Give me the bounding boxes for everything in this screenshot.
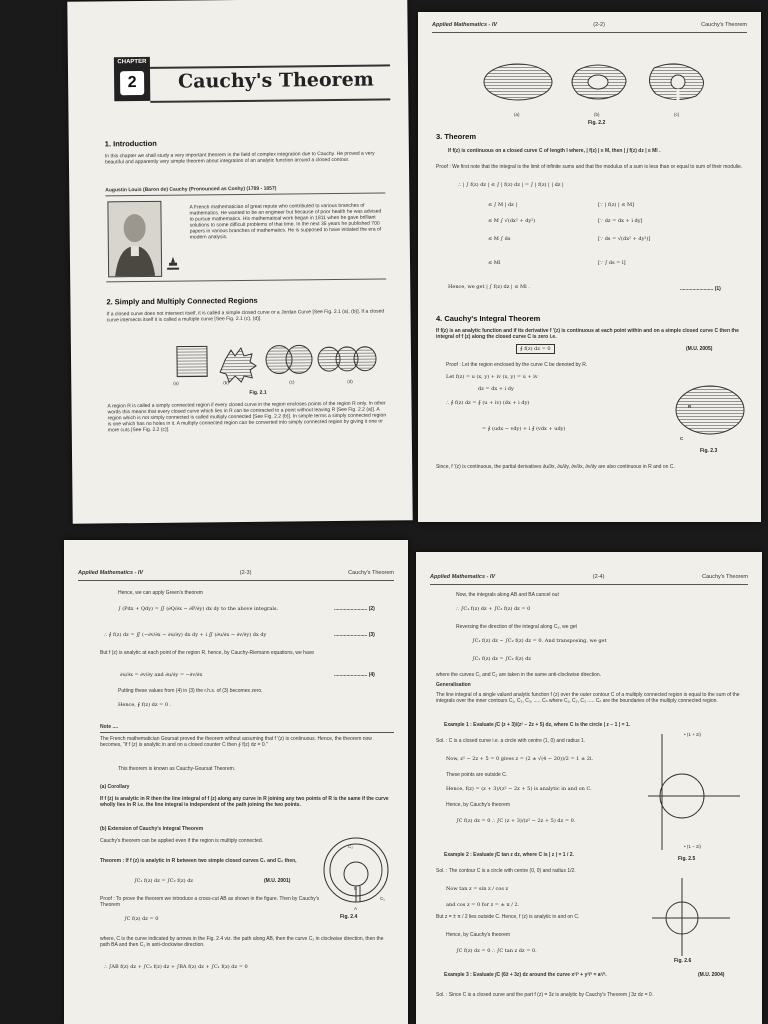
chapter-label: CHAPTER	[117, 58, 147, 66]
paragraph: These points are outside C.	[446, 772, 508, 778]
theorem-statement: If f(z) is an analytic function and if its derivative f '(z) is continuous at each point within and on a simple closed curve C then the integral of f (z) along the closed curve C is zero i.e.	[436, 328, 739, 340]
equation: ∂u/∂x = ∂v/∂y and ∂u/∂y = −∂v/∂x	[120, 672, 203, 678]
fig-label-a: (a)	[514, 112, 520, 117]
equation-ref: ........................ (3)	[334, 632, 375, 638]
fig-label-a: (a)	[173, 380, 179, 386]
paragraph: But f (z) is analytic at each point of the region R, hence, by Cauchy-Riemann equations, we have	[100, 650, 315, 656]
proof-text: Proof : To prove the theorem we introduce a cross-cut AB as shown in the figure. Then by Cauchy's Theorem	[100, 896, 320, 908]
paragraph: Putting these values from (4) in (3) the r.h.s. of (3) becomes zero.	[118, 688, 263, 694]
paragraph: Cauchy's theorem can be applied even if the region is multiply connected.	[100, 838, 263, 844]
equation: Hence, ∮ f(z) dz = 0 .	[118, 702, 172, 708]
note-text: The French mathematician Goursat proved the theorem without assuming that f '(z) is continuous. Hence, the theorem now becomes, "if f (z) is analytic in and on a closed counter C then ∮ f(z) dz = 0."	[100, 736, 372, 748]
bio-text: A French mathematician of great repute who contributed to various branches of mathematics. He wanted to be an engineer but because of poor health he was advised to pursue mathematics. His mathematical work began in 1811 when he gave brilliant solutions to some difficult problems of that time. In the next 35 years he published 700 papers in various branches of mathematics. He is supposed to have initiated the era of modern analysis.	[189, 202, 382, 241]
equation: = ∮ (udx − vdy) + i ∮ (vdx + udy)	[482, 426, 566, 432]
equation-note: [∵ | f(z) | ≤ M]	[598, 202, 635, 208]
header-page: (2-4)	[592, 574, 605, 580]
header-book: Applied Mathematics - IV	[430, 574, 496, 580]
fig-label-c1: C₁	[380, 896, 385, 901]
figure-2-1	[107, 336, 398, 389]
exam-ref: (M.U. 2004)	[698, 972, 725, 978]
exam-ref: (M.U. 2001)	[264, 878, 291, 884]
curve-label: C	[680, 436, 684, 441]
proof-text: Proof : Let the region enclosed by the curve C be denoted by R.	[446, 362, 588, 368]
divider	[105, 192, 385, 196]
header-rule	[430, 584, 748, 585]
header-rule	[432, 32, 747, 33]
equation: ∫C f(z) dz = 0 ∴ ∫C tan z dz = 0.	[456, 948, 537, 954]
header-page: (2-3)	[239, 570, 252, 576]
divider	[100, 732, 394, 733]
cauchy-portrait	[107, 201, 162, 278]
header-book: Applied Mathematics - IV	[432, 22, 498, 28]
paragraph: A region R is called a simply connected region if every closed curve in the region encloses points of the region R only. In other words this means that every closed curve which lies in R can be contracted to a point without leaving R [See Fig. 2.2 (a)]. A region which is not simply connected is called multiply connected [See Fig. 2.2 (b)]. In simple terms a simply connected region is one which has no holes in it. A multiply connected region can be converted into simply connected region by giving it one or more cuts [See Fig. 2.2 (c)].	[107, 400, 387, 434]
equation-ref: ........................ (2)	[334, 606, 375, 612]
header-rule	[78, 580, 394, 581]
equation: ∴ | ∫ f(z) dz | ≤ ∫ | f(z) dz | = ∫ | f(z) | | dz |	[458, 182, 564, 188]
equation: ≤ M ∫ √(dx² + dy²)	[488, 218, 536, 224]
paragraph: But z = ± π / 2 lies outside C. Hence, f (z) is analytic in and on C.	[436, 914, 580, 920]
equation-note: [∵ dz = dx + i dy]	[598, 218, 643, 224]
figure-caption: Fig. 2.3	[700, 448, 718, 454]
paragraph: Hence, we can apply Green's theorem	[118, 590, 203, 596]
page-2-4	[416, 552, 762, 1024]
point-label: • (1 + 2i)	[684, 732, 701, 737]
lamp-icon	[166, 255, 180, 273]
fig-label-c: (c)	[674, 112, 680, 117]
page-2-3	[64, 540, 408, 1024]
fig-label-b: (b)	[594, 112, 600, 117]
subsection-heading: (a) Corollary	[100, 784, 130, 790]
solution-text: Sol. : Since C is a closed curve and the part f (z) = 3z is analytic by Cauchy's Theorem ∫ 3z dz = 0.	[436, 992, 654, 998]
solution-text: Sol. : C is a closed curve i.e. a circle with centre (1, 0) and radius 1.	[436, 738, 586, 744]
equation: Now tan z = sin z / cos z	[446, 886, 509, 892]
point-label: • (1 − 2i)	[684, 844, 701, 849]
equation: ∫ (Pdx + Qdy) = ∬ (∂Q/∂x − ∂P/∂y) dx dy to the above integrals.	[118, 606, 279, 612]
equation: ≤ Ml	[488, 260, 501, 266]
section-heading: 4. Cauchy's Integral Theorem	[436, 314, 541, 323]
chapter-number: 2	[120, 71, 144, 95]
boxed-equation: ∮ f(z) dz = 0	[516, 344, 555, 354]
subsection-heading: (b) Extension of Cauchy's Integral Theorem	[100, 826, 204, 832]
equation: ∴ ∫C₁ f(z) dz + ∫C₂ f(z) dz = 0	[456, 606, 531, 612]
equation: Hence, we get | ∫ f(z) dz | ≤ Ml .	[448, 284, 530, 290]
paragraph: Reversing the direction of the integral along C₂, we get	[456, 624, 577, 630]
equation: ∴ ∮ f(z) dz = ∬ (−∂v/∂x − ∂u/∂y) dx dy + i ∬ (∂u/∂x − ∂v/∂y) dx dy	[104, 632, 267, 638]
figure-2-6	[652, 878, 732, 958]
example-heading: Example 3 : Evaluate ∫C (6z̄ + 3z) dz around the curve x²/³ + y²/³ = a²/³.	[444, 972, 607, 978]
equation: ∫C f(z) dz = 0	[124, 916, 159, 922]
paragraph: where the curves C₁ and C₂ are taken in the same anti-clockwise direction.	[436, 672, 602, 678]
equation: Hence, f(z) = (z + 3)/(z² − 2z + 5) is analytic in and on C.	[446, 786, 592, 792]
section-heading: 2. Simply and Multiply Connected Regions	[106, 295, 258, 307]
equation: ∫C f(z) dz = 0 ∴ ∫C (z + 3)/(z² − 2z + 5) dz = 0.	[456, 818, 576, 824]
equation: ≤ ∫ M | dz |	[488, 202, 518, 208]
figure-caption: Fig. 2.1	[249, 389, 267, 396]
figure-2-5	[648, 734, 742, 854]
section-heading: 1. Introduction	[104, 138, 157, 149]
header-chapter: Cauchy's Theorem	[701, 22, 747, 28]
page-2-2	[418, 12, 761, 522]
figure-caption: Fig. 2.2	[588, 120, 606, 126]
fig-label-c2: C₂	[348, 844, 353, 849]
equation: Let f(z) = u (x, y) + iv (x, y) = u + iv	[446, 374, 538, 380]
paragraph: Hence, by Cauchy's theorem	[446, 932, 511, 938]
equation-ref: ........................ (4)	[334, 672, 375, 678]
figure-caption: Fig. 2.4	[340, 914, 358, 920]
equation: ∴ ∮ f(z) dz = ∮ (u + iv) (dx + i dy)	[446, 400, 530, 406]
region-label: R	[688, 404, 692, 409]
page-header	[430, 574, 748, 580]
equation-note: [∵ ∫ ds = l]	[598, 260, 626, 266]
subsection-heading: Generalisation	[436, 682, 471, 688]
paragraph: Since, f '(z) is continuous, the partial derivatives ∂u/∂x, ∂u/∂y, ∂v/∂x, ∂v/∂y are also continuous in R and on C.	[436, 464, 675, 470]
page-2-1	[67, 0, 412, 524]
fig-label-b: B	[354, 886, 358, 891]
equation-note: [∵ ds = √(dx² + dy²)]	[598, 236, 651, 242]
equation: ∫C₁ f(z) dz = ∫C₂ f(z) dz	[134, 878, 194, 884]
equation: ∴ ∫AB f(z) dz + ∫C₂ f(z) dz + ∫BA f(z) dz + ∫C₁ f(z) dz = 0	[104, 964, 248, 970]
figure-2-2	[478, 60, 718, 110]
chapter-badge	[114, 57, 150, 101]
fig-label-a: A	[354, 906, 358, 911]
equation-ref: ........................ (1)	[680, 286, 721, 292]
exam-ref: (M.U. 2005)	[686, 346, 713, 352]
header-chapter: Cauchy's Theorem	[702, 574, 748, 580]
example-heading: Example 2 : Evaluate ∫C tan z dz, where C is | z | = 1 / 2.	[444, 852, 574, 858]
figure-2-3	[670, 382, 750, 442]
paragraph: In this chapter we shall study a very important theorem in the field of complex integration due to Cauchy. He proved a very beautiful and apparently very simple theorem about integration of an analytic function around a closed contour.	[104, 150, 375, 166]
theorem-statement: If f(z) is continuous on a closed curve C of length l where, | f(z) | ≤ M, then | ∫ f(z) dz | ≤ Ml .	[448, 148, 661, 154]
theorem-statement: Theorem : If f (z) is analytic in R between two simple closed curves C₁ and C₂ then,	[100, 858, 297, 864]
equation: ≤ M ∫ ds	[488, 236, 511, 242]
section-heading: 3. Theorem	[436, 132, 477, 141]
page-header	[78, 570, 394, 576]
paragraph: where, C is the curve indicated by arrows in the Fig. 2.4 viz. the path along AB, then the curve C₂ in clockwise direction, then the path BA and then C₁ in anti-clockwise direction.	[100, 936, 384, 948]
paragraph: Now, the integrals along AB and BA cancel out	[456, 592, 559, 598]
bio-heading: Augustin Louis (Baron de) Cauchy (Pronounced as Coshy) (1789 - 1857)	[105, 185, 277, 194]
paragraph: If a closed curve does not intersect itself, it is called a simple closed curve or a Jordan Curve [See Fig. 2.1 (a), (b)]. If a closed curve intersects itself it is called a multiple curve [See Fig. 2.1 (c), (d)].	[106, 308, 385, 324]
proof-text: Proof : We first note that the integral is the limit of infinite sums and that the modulus of a sum is less than or equal to sum of their modulie.	[436, 164, 743, 170]
figure-caption: Fig. 2.6	[674, 958, 692, 964]
chapter-title: Cauchy's Theorem	[178, 68, 374, 93]
fig-label-c: (c)	[289, 379, 295, 385]
equation: ∫C₁ f(z) dz = ∫C₂ f(z) dz	[472, 656, 532, 662]
example-heading: Example 1 : Evaluate ∫C (z + 3)/(z² − 2z + 5) dz, where C is the circle | z − 1 | = 1.	[444, 722, 631, 728]
equation: Now, z² − 2z + 5 = 0 gives z = (2 ± √(4 − 20))/2 = 1 ± 2i.	[446, 756, 594, 762]
corollary-text: If f (z) is analytic in R then the line integral of f (z) along any curve in R joining any two points of R is the same if the curve wholly lies in R i.e. the line integral is independent of the path joining the two points.	[100, 796, 389, 808]
header-chapter: Cauchy's Theorem	[348, 570, 394, 576]
solution-text: Sol. : The contour C is a circle with centre (0, 0) and radius 1/2.	[436, 868, 576, 874]
note-label: Note ....	[100, 724, 119, 730]
figure-caption: Fig. 2.5	[678, 856, 696, 862]
paragraph: The line integral of a single valued analytic function f (z) over the outer contour C of a multiply connected region is equal to the sum of the integrals over the inner contours C₁, C₂, C₃, ..... Cₙ where C₁, C₂, C₃ ..... Cₙ are the boundaries of the multiply connected region.	[436, 692, 740, 704]
page-header	[432, 22, 747, 28]
header-book: Applied Mathematics - IV	[78, 570, 144, 576]
fig-label-d: (d)	[347, 378, 353, 384]
portrait-drawing	[108, 202, 161, 277]
equation: dz = dx + i dy	[478, 386, 514, 392]
paragraph: This theorem is known as Cauchy-Goursat Theorem.	[118, 766, 236, 772]
fig-label-b: (b)	[223, 380, 229, 386]
equation: and cos z = 0 for z = ± π / 2.	[446, 902, 520, 908]
paragraph: Hence, by Cauchy's theorem	[446, 802, 511, 808]
equation: ∫C₁ f(z) dz − ∫C₂ f(z) dz = 0. And transposing, we get	[472, 638, 607, 644]
header-page: (2-2)	[593, 22, 605, 28]
divider	[106, 278, 386, 282]
